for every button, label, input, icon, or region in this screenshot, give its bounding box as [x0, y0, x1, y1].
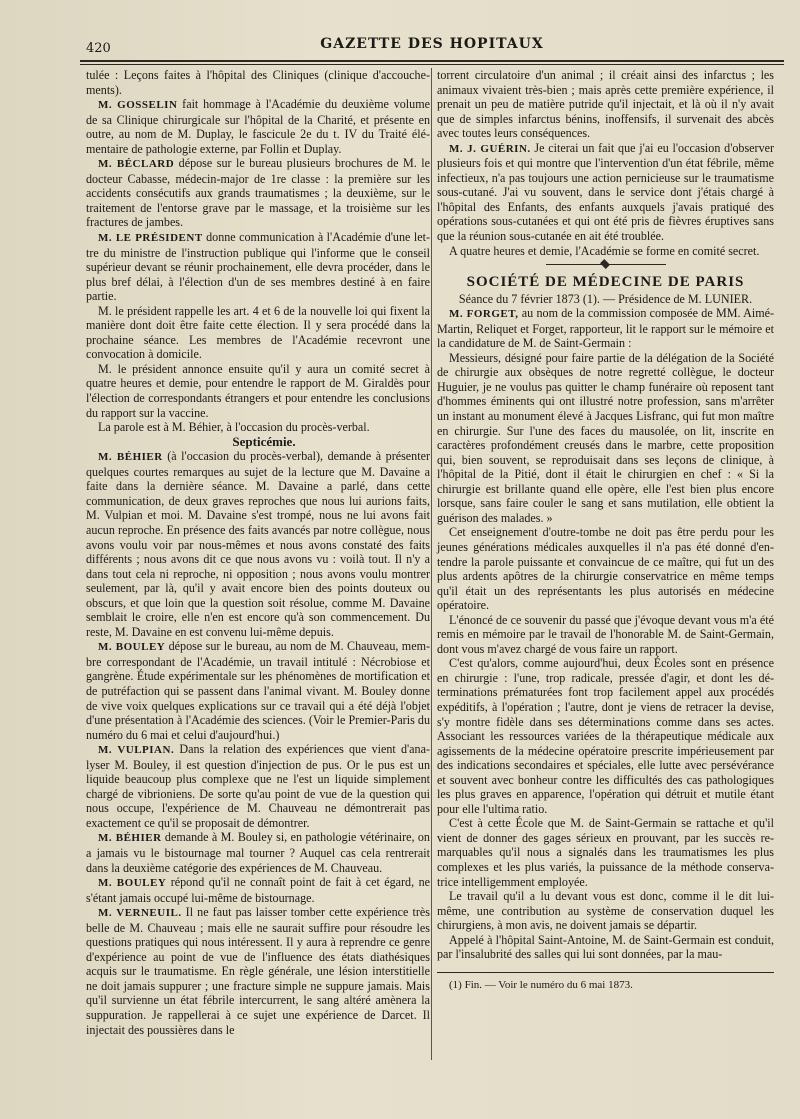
paragraph-text: demande à M. Bouley si, en pathologie vétérinaire, on a jamais vu le bistournage mal tourner ? Auquel cas cela rentrerait dans la deuxième catégorie des expériences de M. Chauveau. — [86, 830, 430, 875]
speaker-name: M. FORGET, — [449, 308, 519, 321]
speaker-name: M. BÉHIER — [98, 832, 162, 845]
section-subheading: Septicémie. — [232, 433, 296, 449]
speaker-name: M. GOSSELIN — [98, 99, 178, 112]
paragraph: M. le président rappelle les art. 4 et 6 de la nouvelle loi qui fixent la manière dont doit être faite cette élection. Il y sera procédé dans la prochaine séance. Les membres de l'Académie recevront une convocation à domicile. — [86, 303, 430, 362]
society-heading: SOCIÉTÉ DE MÉDECINE DE PARIS — [466, 274, 745, 291]
paragraph-text: Je citerai un fait que j'ai eu l'occasion d'observer plusieurs fois et qui montre que l'intervention d'un état fébrile, même infectieux, n'a pas toujours une action pernicieuse sur le traumatisme sous-cutané. J'ai vu souvent, dans le service dont j'étais chargé à l'hôpital des Enfants, des enfants auxquels j'avais pratiqué des opérations sous-cutanées et qui ont été pris de fièvres éruptives sans que la réunion sous-cutanée en ait été troublée. — [437, 140, 775, 244]
paragraph — [86, 230, 430, 304]
session-line: Séance du 7 février 1873 (1). — Présidence de M. LUNIER. — [458, 291, 753, 306]
page-header — [80, 32, 784, 60]
paragraph: torrent circulatoire d'un animal ; il créait ainsi des infarctus ; les animaux vivaient très-bien ; mais après cette première expérience, il prenait un peu de matière putride qu'il injectait, et là où il n'y avait que de simples infarctus bénins, inoffensifs, il survenait des abcès avec toutes leurs conséquences. — [437, 68, 774, 141]
header-rule — [80, 60, 784, 62]
paragraph — [86, 97, 430, 156]
left-column — [86, 68, 430, 1037]
paragraph-text: répond qu'il ne connaît point de fait à cet égard, ne s'étant jamais occupé lui-même de bistournage. — [86, 875, 431, 905]
paragraph-text: fait hommage à l'Académie du deuxième volume de sa Clinique chirurgicale sur l'hôpital de la Charité, et présente en outre, au nom de M. Duplay, le fascicule 2e du t. IV du Traité élémentaire de pathologie externe, par Follin et Duplay. — [86, 97, 430, 156]
speaker-name: M. J. GUÉRIN. — [449, 142, 531, 155]
paragraph — [86, 156, 430, 230]
speaker-name: M. VERNEUIL. — [98, 907, 182, 920]
paragraph: La parole est à M. Béhier, à l'occasion du procès-verbal. — [98, 420, 370, 435]
speaker-name: M. BOULEY — [98, 877, 167, 890]
paragraph: M. le président annonce ensuite qu'il y aura un comité secret à quatre heures et demie, pour entendre le rapport de M. Giraldès pour l'élection de correspondants étrangers et pour entendre les conclusions du rapport sur la vaccine. — [86, 361, 430, 420]
paragraph: Appelé à l'hôpital Saint-Antoine, M. de Saint-Germain est conduit, par l'insalubrité des salles qui lui sont données, par la mau- — [437, 932, 774, 962]
paragraph — [86, 742, 430, 830]
paragraph — [86, 875, 430, 905]
speaker-name: M. BÉCLARD — [98, 158, 175, 171]
speaker-name: M. BOULEY — [98, 641, 166, 654]
paragraph: L'énoncé de ce souvenir du passé que j'évoque devant vous m'a été remis en mémoire par le travail de l'honorable M. de Saint-Germain, dont vous m'avez chargé de vous faire un rapport. — [437, 612, 774, 656]
speaker-name: M. VULPIAN. — [98, 744, 175, 757]
paragraph — [86, 830, 430, 875]
paragraph-text: dépose sur le bureau, au nom de M. Chauveau, membre correspondant de l'Académie, un travail intitulé : Nécrobiose et gangrène. Étude expérimentale sur les phénomènes de mortification et de putréfaction qui se passent dans l'animal vivant. M. Bouley donne de vive voix quelques explications sur ce travail qui a été déjà l'objet d'une présentation à l'Académie des sciences. (Voir le Premier-Paris du numéro du 6 mai et celui d'aujourd'hui.) — [86, 639, 431, 742]
paragraph: C'est qu'alors, comme aujourd'hui, deux Écoles sont en présence en chirurgie : l'une, trop radicale, pressée d'agir, et dont les déterminations prématurées font trop facilement appel aux procédés expéditifs, à l'opération ; l'autre, dont je viens de retracer la devise, s'y montre fidèle dans ses déterminations comme dans ses actes. Associant les ressources variées de la thérapeutique médicale aux agissements de la médecine opératoire prescrite impérieusement par des indications secondaires et spéciales, elle lutte avec persévérance et souvent avec bonheur contre les difficultés des cas pathologiques les plus graves en apparence, l'opération qui détruit et mutile étant pour elle l'ultima ratio. — [437, 656, 774, 816]
paragraph-text: (à l'occasion du procès-verbal), demande à présenter quelques courtes remarques au sujet de la lecture que M. Davaine a faite dans la dernière séance. M. Davaine a parlé, dans cette communication, de deux graves reproches que nous lui aurions faits, M. Vulpian et moi. M. Davaine s'est trompé, nous ne lui avons fait aucun reproche. En présence des faits avancés par notre collègue, nous avons voulu voir par nous-mêmes et nous avons constaté des faits différents ; nous avons dit ce que nous avons vu : voilà tout. Il n'y a dans tout cela ni reproche, ni opposition ; nous avons voulu montrer seulement, par là, qu'il y avait encore bien des points douteux ou obscurs, et que loin que la question soit résolue, comme M. Davaine semblait le croire, elle n'en est encore qu'à son commencement. Du reste, M. Davaine en est convenu lui-même depuis. — [86, 449, 430, 639]
right-column — [437, 68, 774, 992]
paragraph — [86, 449, 430, 639]
speaker-name: M. BÉHIER — [98, 451, 163, 464]
paragraph-text: Dans la relation des expériences que vient d'analyser M. Bouley, il est question d'injection de pus. Or le pus est un liquide beaucoup plus complexe que ne l'est un liquide simplement chargé de vibrioniens. De sorte qu'au point de vue de la question qui nous occupe, l'expérience de M. Chauveau ne démontrerait pas exactement ce qu'il se proposait de démontrer. — [86, 742, 430, 830]
paragraph: C'est à cette École que M. de Saint-Germain se rattache et qu'il vient de donner des gages sérieux en prouvant, par les succès remarquables qu'il nous a signalés dans les traumatismes les plus complexes et les plus variés, la puissance de la méthode conservatrice intelligemment employée. — [437, 816, 774, 889]
paragraph-text: donne communication à l'Académie d'une lettre du ministre de l'instruction publique qui l'informe que le conseil supérieur devant se réunir prochainement, elle devra procéder, dans le plus bref délai, à l'élection d'un de ses membres destiné à en faire partie. — [86, 230, 430, 304]
paragraph: Cet enseignement d'outre-tombe ne doit pas être perdu pour les jeunes générations médicales auxquelles il n'a pas été donné d'entendre la parole puissante et convaincue de ce maître, qui fut un des plus ardents apôtres de la chirurgie conservatrice en même temps qu'il était un des représentants les plus autorisés en médecine opératoire. — [437, 525, 774, 613]
paragraph — [437, 306, 774, 351]
header-rule-thin — [80, 64, 784, 65]
paragraph: tulée : Leçons faites à l'hôpital des Cliniques (clinique d'accouchements). — [86, 68, 430, 97]
page-number: 420 — [86, 41, 111, 56]
paragraph: Le travail qu'il a lu devant vous est donc, comme il le dit lui-même, une contribution au système de conservation duquel les chirurgiens, à mon avis, ne doivent jamais se départir. — [437, 889, 774, 933]
footnote: (1) Fin. — Voir le numéro du 6 mai 1873. — [449, 978, 633, 991]
paragraph — [86, 639, 430, 742]
paragraph-text: dépose sur le bureau plusieurs brochures de M. le docteur Cabasse, médecin-major de 1re classe : la première sur les accidents consécutifs aux grands traumatismes ; la deuxième, sur le traitement de l'entorse grave par le massage, et la troisième sur les fractures de jambes. — [86, 156, 430, 230]
paragraph-text: au nom de la commission composée de MM. Aimé-Martin, Reliquet et Forget, rapporteur, lit le rapport sur le mémoire et la candidature de M. de Saint-Germain : — [437, 306, 774, 351]
paragraph — [437, 141, 774, 244]
paragraph: Messieurs, désigné pour faire partie de la délégation de la Société de chirurgie aux obsèques de notre regretté collègue, le docteur Huguier, je ne voulus pas quitter le champ funéraire où reposent tant d'hommes éminents qui ont illustré notre profession, sans m'arrêter un instant au monument élevé à Jacques Lisfranc, qui fut mon maître en chirurgie. Sur l'une des faces du mausolée, on lit, inscrite en caractères profondément creusés dans le marbre, cette proposition qui, bien souvent, se reproduisait dans ses leçons de clinique, à l'hôpital de la Pitié, dont il était le chirurgien en chef : « Si la chirurgie est brillante quand elle opère, elle l'est bien plus encore lorsque, sans faire couler le sang et sans mutilation, elle obtient la guérison des malades. » — [437, 350, 774, 525]
paragraph: A quatre heures et demie, l'Académie se forme en comité secret. — [449, 243, 760, 258]
column-divider — [431, 68, 432, 1060]
paragraph — [86, 905, 430, 1037]
footnote-rule — [437, 972, 774, 973]
journal-title: GAZETTE DES HOPITAUX — [320, 36, 544, 52]
paragraph-text: Il ne faut pas laisser tomber cette expérience très belle de M. Chauveau ; mais elle ne saurait suffire pour résoudre les questions pratiques qui nous intéressent. Il y aura à reprendre ce genre d'expérience au point de vue de l'influence des états diathésiques acquis sur le traumatisme. En règle générale, une lésion interstitielle ne doit jamais suppurer ; une fracture simple ne suppure jamais. Mais qu'il survienne un état fébrile intercurrent, le sang altéré amènera la suppuration. Je rappellerai à ce sujet une expérience de Darcet. Il injectait des poussières dans le — [86, 905, 430, 1037]
ornamental-divider — [546, 264, 666, 269]
speaker-name: M. LE PRÉSIDENT — [98, 232, 203, 245]
